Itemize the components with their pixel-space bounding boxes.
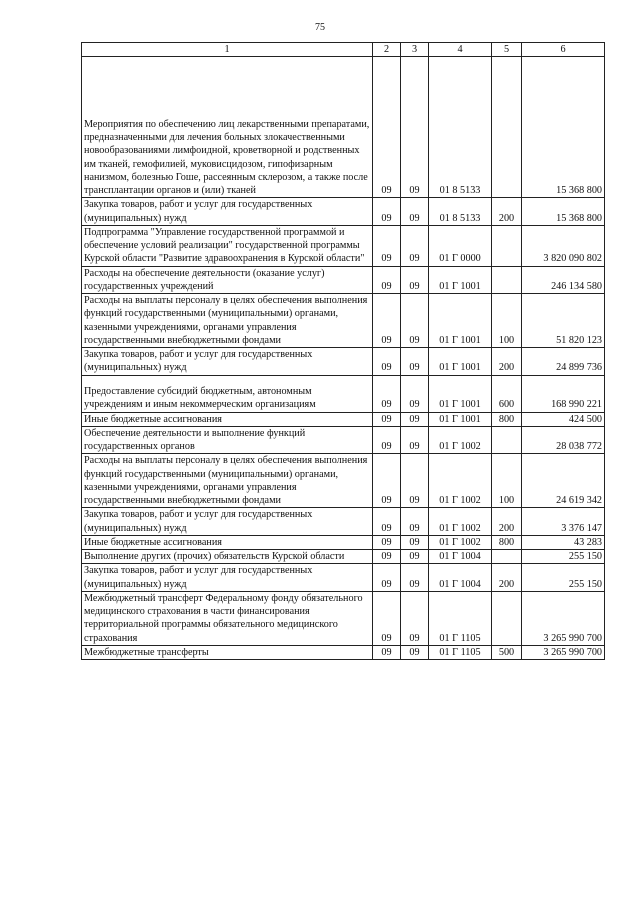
row-section: 09: [373, 508, 401, 536]
row-target-code: 01 8 5133: [429, 198, 492, 226]
row-section: 09: [373, 57, 401, 198]
row-target-code: 01 Г 0000: [429, 225, 492, 266]
row-section: 09: [373, 412, 401, 426]
row-description: Выполнение других (прочих) обязательств Курской области: [82, 550, 373, 564]
table-row: [82, 57, 605, 198]
row-target-code: 01 Г 1001: [429, 294, 492, 348]
table-row: [82, 266, 605, 294]
row-amount: 15 368 800: [522, 57, 605, 198]
row-subsection: 09: [401, 348, 429, 376]
table-row: [82, 550, 605, 564]
row-subsection: 09: [401, 426, 429, 454]
row-subsection: 09: [401, 508, 429, 536]
row-subsection: 09: [401, 266, 429, 294]
row-amount: 24 619 342: [522, 454, 605, 508]
row-description: Межбюджетный трансферт Федеральному фонду обязательного медицинского страхования в части финансирования территориальной программы обязательного медицинского страхования: [82, 591, 373, 645]
row-amount: 3 376 147: [522, 508, 605, 536]
row-description: Иные бюджетные ассигнования: [82, 412, 373, 426]
row-target-code: 01 Г 1002: [429, 454, 492, 508]
row-section: 09: [373, 348, 401, 376]
row-subsection: 09: [401, 591, 429, 645]
table-row: [82, 535, 605, 549]
row-section: 09: [373, 564, 401, 592]
row-amount: 3 820 090 802: [522, 225, 605, 266]
row-description: Расходы на выплаты персоналу в целях обеспечения выполнения функций государственными (муниципальными) органами, казенными учреждениями, органами управления государственными внебюджетными фондами: [82, 454, 373, 508]
row-section: 09: [373, 454, 401, 508]
row-description: Межбюджетные трансферты: [82, 645, 373, 659]
row-description: Предоставление субсидий бюджетным, автономным учреждениям и иным некоммерческим организациям: [82, 375, 373, 412]
row-section: 09: [373, 550, 401, 564]
row-subsection: 09: [401, 454, 429, 508]
row-subsection: 09: [401, 412, 429, 426]
row-target-code: 01 Г 1002: [429, 426, 492, 454]
row-amount: 255 150: [522, 550, 605, 564]
row-description: Мероприятия по обеспечению лиц лекарственными препаратами, предназначенными для лечения больных злокачественными новообразованиями лимфоидной, кроветворной и родственных им тканей, гемофилией, муковисцидозом, гипофизарным нанизмом, болезнью Гоше, рассеянным склерозом, а также после трансплантации органов и (или) тканей: [82, 57, 373, 198]
row-subsection: 09: [401, 57, 429, 198]
row-target-code: 01 Г 1004: [429, 564, 492, 592]
row-target-code: 01 Г 1001: [429, 375, 492, 412]
row-expense-type: [492, 225, 522, 266]
page-number: 75: [315, 22, 325, 33]
header-col-2: 2: [373, 43, 401, 57]
row-expense-type: [492, 426, 522, 454]
row-subsection: 09: [401, 645, 429, 659]
row-section: 09: [373, 426, 401, 454]
row-amount: 51 820 123: [522, 294, 605, 348]
row-subsection: 09: [401, 375, 429, 412]
row-subsection: 09: [401, 225, 429, 266]
row-amount: 43 283: [522, 535, 605, 549]
table-row: [82, 645, 605, 659]
row-target-code: 01 Г 1001: [429, 348, 492, 376]
row-section: 09: [373, 294, 401, 348]
table-row: [82, 426, 605, 454]
row-description: Закупка товаров, работ и услуг для государственных (муниципальных) нужд: [82, 508, 373, 536]
table-row: [82, 454, 605, 508]
row-expense-type: 200: [492, 564, 522, 592]
row-description: Обеспечение деятельности и выполнение функций государственных органов: [82, 426, 373, 454]
row-amount: 424 500: [522, 412, 605, 426]
row-target-code: 01 Г 1004: [429, 550, 492, 564]
row-section: 09: [373, 198, 401, 226]
row-description: Иные бюджетные ассигнования: [82, 535, 373, 549]
row-description: Закупка товаров, работ и услуг для государственных (муниципальных) нужд: [82, 348, 373, 376]
row-expense-type: [492, 266, 522, 294]
row-expense-type: 800: [492, 535, 522, 549]
row-description: Закупка товаров, работ и услуг для государственных (муниципальных) нужд: [82, 198, 373, 226]
row-section: 09: [373, 375, 401, 412]
row-target-code: 01 Г 1105: [429, 591, 492, 645]
table-row: [82, 508, 605, 536]
row-amount: 168 990 221: [522, 375, 605, 412]
row-subsection: 09: [401, 550, 429, 564]
table-row: [82, 198, 605, 226]
budget-table: [81, 42, 605, 660]
row-amount: 3 265 990 700: [522, 645, 605, 659]
row-amount: 3 265 990 700: [522, 591, 605, 645]
row-subsection: 09: [401, 294, 429, 348]
row-expense-type: 200: [492, 508, 522, 536]
header-col-3: 3: [401, 43, 429, 57]
row-description: Подпрограмма "Управление государственной программой и обеспечение условий реализации" государственной программы Курской области "Развитие здравоохранения в Курской области": [82, 225, 373, 266]
row-expense-type: 500: [492, 645, 522, 659]
row-target-code: 01 Г 1002: [429, 535, 492, 549]
table-row: [82, 591, 605, 645]
header-col-4: 4: [429, 43, 492, 57]
row-section: 09: [373, 591, 401, 645]
row-expense-type: 200: [492, 198, 522, 226]
row-expense-type: 200: [492, 348, 522, 376]
row-subsection: 09: [401, 535, 429, 549]
row-expense-type: 600: [492, 375, 522, 412]
row-amount: 246 134 580: [522, 266, 605, 294]
row-description: Закупка товаров, работ и услуг для государственных (муниципальных) нужд: [82, 564, 373, 592]
row-description: Расходы на выплаты персоналу в целях обеспечения выполнения функций государственными (муниципальными) органами, казенными учреждениями, органами управления государственными внебюджетными фондами: [82, 294, 373, 348]
row-section: 09: [373, 225, 401, 266]
row-description: Расходы на обеспечение деятельности (оказание услуг) государственных учреждений: [82, 266, 373, 294]
row-target-code: 01 8 5133: [429, 57, 492, 198]
row-expense-type: 800: [492, 412, 522, 426]
table-row: [82, 225, 605, 266]
row-subsection: 09: [401, 198, 429, 226]
header-col-5: 5: [492, 43, 522, 57]
row-section: 09: [373, 535, 401, 549]
row-expense-type: [492, 550, 522, 564]
row-target-code: 01 Г 1001: [429, 412, 492, 426]
row-target-code: 01 Г 1002: [429, 508, 492, 536]
row-amount: 28 038 772: [522, 426, 605, 454]
table-row: [82, 375, 605, 412]
table-row: [82, 294, 605, 348]
row-amount: 24 899 736: [522, 348, 605, 376]
row-expense-type: [492, 591, 522, 645]
header-col-1: 1: [82, 43, 373, 57]
row-target-code: 01 Г 1105: [429, 645, 492, 659]
row-target-code: 01 Г 1001: [429, 266, 492, 294]
row-amount: 255 150: [522, 564, 605, 592]
table-row: [82, 348, 605, 376]
row-expense-type: [492, 57, 522, 198]
header-row: [82, 43, 605, 57]
row-expense-type: 100: [492, 454, 522, 508]
row-section: 09: [373, 266, 401, 294]
row-section: 09: [373, 645, 401, 659]
row-amount: 15 368 800: [522, 198, 605, 226]
table-row: [82, 564, 605, 592]
header-col-6: 6: [522, 43, 605, 57]
row-expense-type: 100: [492, 294, 522, 348]
table-row: [82, 412, 605, 426]
row-subsection: 09: [401, 564, 429, 592]
